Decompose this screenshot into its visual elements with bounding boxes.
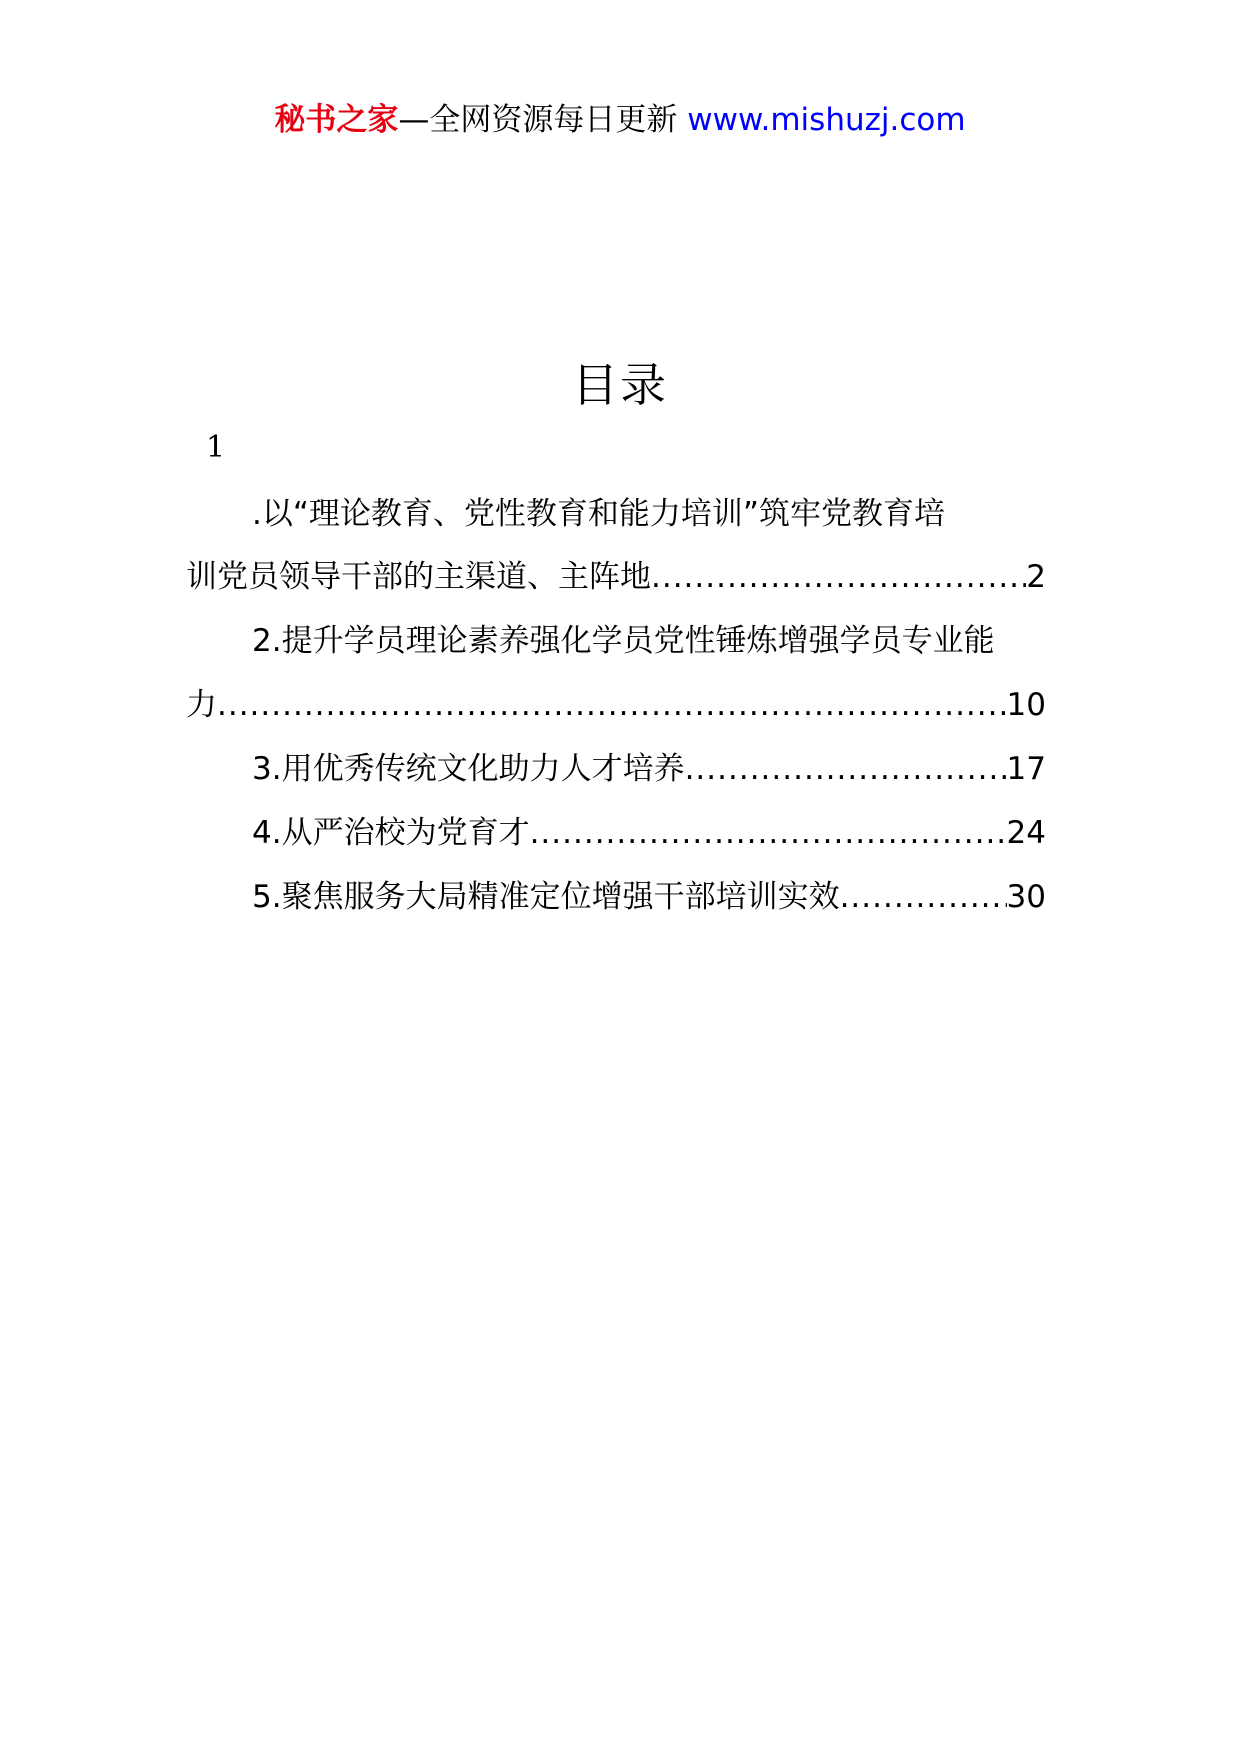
toc-page-number: 2 xyxy=(1026,559,1046,595)
site-url-link[interactable]: www.mishuzj.com xyxy=(687,102,966,138)
toc-page-number: 24 xyxy=(1006,815,1046,851)
toc-page-number: 30 xyxy=(1006,879,1046,915)
toc-entry-2-line-1[interactable]: 2.提升学员理论素养强化学员党性锤炼增强学员专业能 xyxy=(252,623,995,659)
toc-entry-label: 5.聚焦服务大局精准定位增强干部培训实效 xyxy=(252,879,840,915)
toc-entry-5[interactable] xyxy=(252,877,1046,917)
toc-entry-4[interactable] xyxy=(252,813,1046,853)
toc-dot-leader xyxy=(217,685,1007,725)
toc-dot-leader xyxy=(685,749,1007,789)
toc-entry-1-line-2[interactable] xyxy=(186,557,1046,597)
toc-page-number: 17 xyxy=(1006,751,1046,787)
toc-entry-label: 训党员领导干部的主渠道、主阵地 xyxy=(186,559,651,595)
toc-entry-label: 3.用优秀传统文化助力人才培养 xyxy=(252,751,685,787)
toc-dot-leader xyxy=(651,557,1026,597)
toc-dot-leader xyxy=(530,813,1007,853)
toc-entry-label: 力 xyxy=(186,687,217,723)
toc-entry-2-line-2[interactable] xyxy=(186,685,1046,725)
toc-page-number: 10 xyxy=(1006,687,1046,723)
site-brand: 秘书之家 xyxy=(274,102,399,138)
toc-entry-3[interactable] xyxy=(252,749,1046,789)
toc-entry-1-line-1[interactable]: .以“理论教育、党性教育和能力培训”筑牢党教育培 xyxy=(252,496,945,532)
toc-stray-number: 1 xyxy=(206,430,226,465)
site-header xyxy=(0,100,1240,140)
toc-dot-leader xyxy=(840,877,1007,917)
page-title: 目录 xyxy=(572,358,668,412)
toc-entry-label: 4.从严治校为党育才 xyxy=(252,815,530,851)
site-tagline: —全网资源每日更新 xyxy=(398,102,688,138)
